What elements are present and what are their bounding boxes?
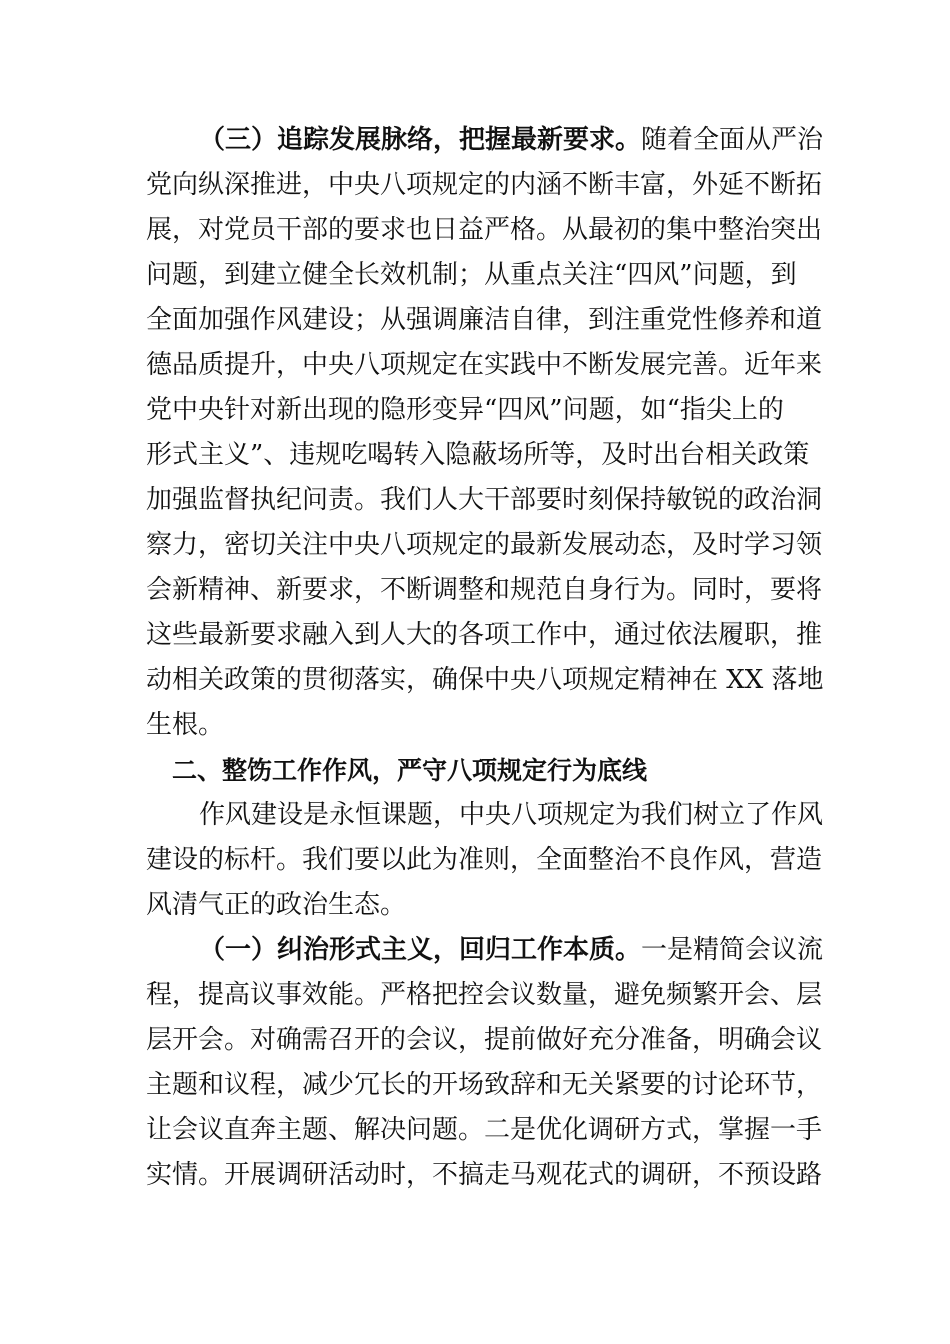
paragraph-line: 这些最新要求融入到人大的各项工作中，通过依法履职，推 (146, 620, 823, 650)
paragraph-line: 建设的标杆。我们要以此为准则，全面整治不良作风，营造 (146, 845, 823, 875)
paragraph-line: 察力，密切关注中央八项规定的最新发展动态，及时学习领 (146, 530, 823, 560)
section-heading: 二、整饬工作作风，严守八项规定行为底线 (172, 756, 648, 785)
paragraph-line: 加强监督执纪问责。我们人大干部要时刻保持敏锐的政治洞 (146, 485, 823, 515)
paragraph-line: 让会议直奔主题、解决问题。二是优化调研方式，掌握一手 (146, 1115, 823, 1145)
paragraph-line: 动相关政策的贯彻落实，确保中央八项规定精神在 XX 落地 (146, 665, 824, 695)
paragraph-text: 随着全面从严治 (641, 125, 824, 155)
paragraph-line: 程，提高议事效能。严格把控会议数量，避免频繁开会、层 (146, 980, 823, 1010)
subsection-title: （一）纠治形式主义，回归工作本质。 (199, 935, 642, 965)
paragraph-line: 会新精神、新要求，不断调整和规范自身行为。同时，要将 (146, 575, 823, 605)
paragraph-text: 一是精简会议流 (641, 935, 824, 965)
paragraph-line: 党向纵深推进，中央八项规定的内涵不断丰富，外延不断拓 (146, 170, 823, 200)
paragraph-line: 层开会。对确需召开的会议，提前做好充分准备，明确会议 (146, 1025, 823, 1055)
paragraph-line: 形式主义”、违规吃喝转入隐蔽场所等，及时出台相关政策 (146, 440, 810, 470)
paragraph-line: 全面加强作风建设；从强调廉洁自律，到注重党性修养和道 (146, 305, 823, 335)
paragraph-line: 德品质提升，中央八项规定在实践中不断发展完善。近年来 (146, 350, 823, 380)
paragraph-line (199, 118, 824, 163)
paragraph-line: 风清气正的政治生态。 (146, 890, 407, 920)
paragraph-line (199, 928, 824, 973)
paragraph-line: 作风建设是永恒课题，中央八项规定为我们树立了作风 (199, 800, 824, 830)
paragraph-line: 主题和议程，减少冗长的开场致辞和无关紧要的讨论环节， (146, 1070, 823, 1100)
paragraph-line: 问题，到建立健全长效机制；从重点关注“四风”问题，到 (146, 260, 797, 290)
paragraph-line: 生根。 (146, 710, 225, 740)
section-title: （三）追踪发展脉络，把握最新要求。 (199, 125, 642, 155)
paragraph-line: 实情。开展调研活动时，不搞走马观花式的调研，不预设路 (146, 1160, 823, 1190)
paragraph-line: 展，对党员干部的要求也日益严格。从最初的集中整治突出 (146, 215, 823, 245)
paragraph-line: 党中央针对新出现的隐形变异“四风”问题，如“指尖上的 (146, 395, 784, 425)
